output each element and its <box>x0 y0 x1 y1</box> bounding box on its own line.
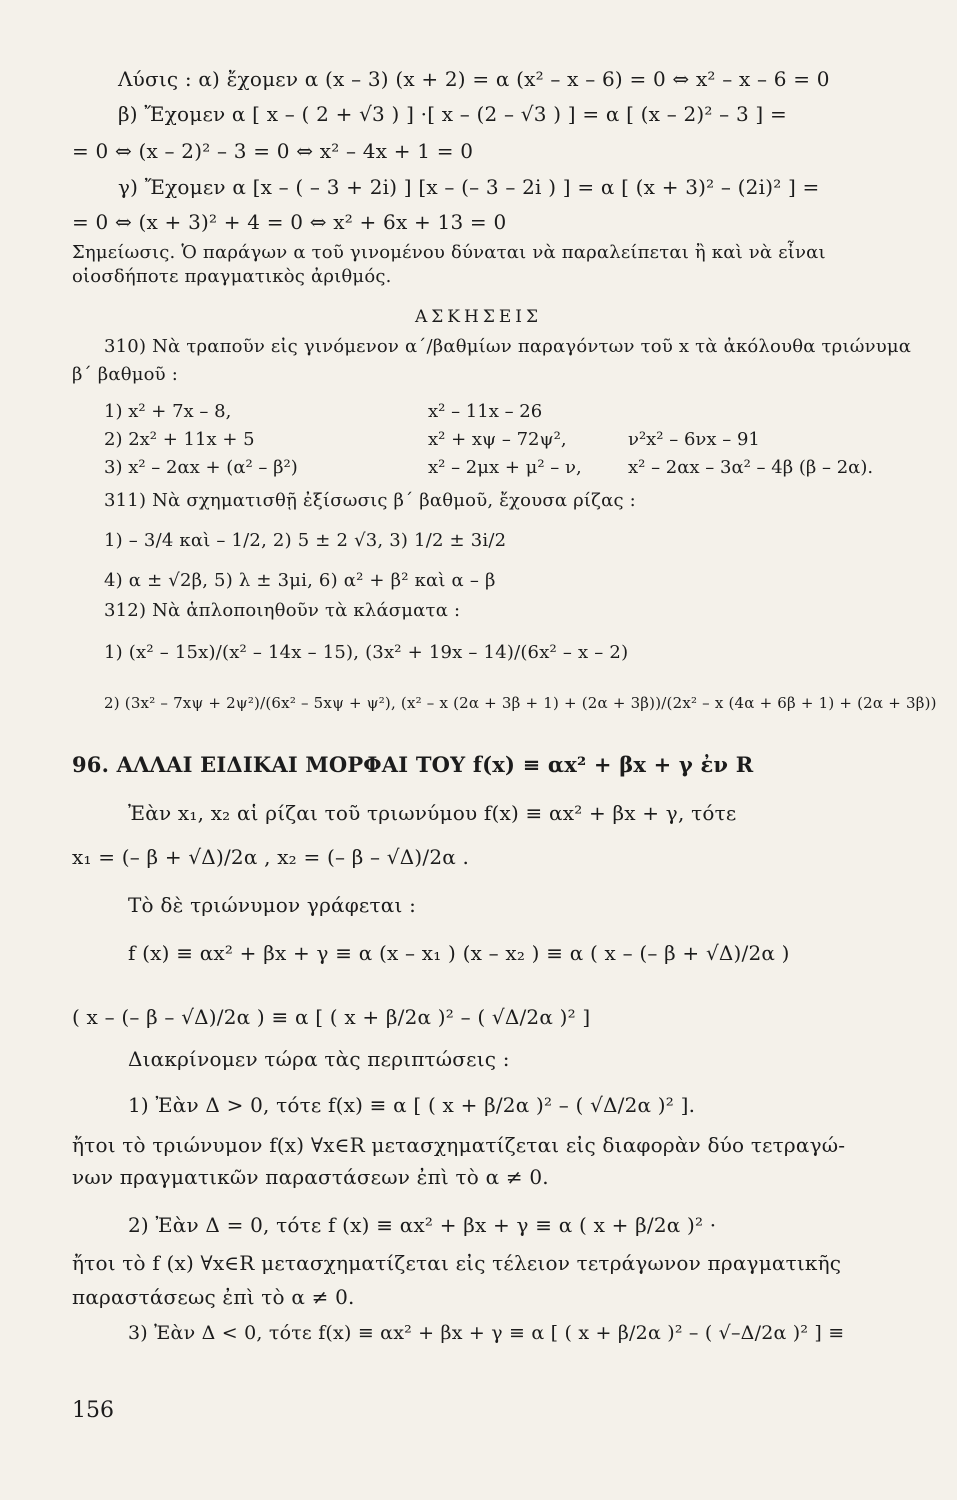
solution-line-b2: = 0 ⇔ (x – 2)² – 3 = 0 ⇔ x² – 4x + 1 = 0 <box>72 139 474 163</box>
exercise-310-text: 310) Νὰ τραποῦν εἰς γινόμενον α΄/βαθμίων παραγόντων τοῦ x τὰ ἀκόλουθα τριώνυμα <box>104 336 912 357</box>
exercise-312-row2: 2) (3x² – 7xψ + 2ψ²)/(6x² – 5xψ + ψ²), (x² – x (2α + 3β + 1) + (2α + 3β))/(2x² – x (4α + 6β + 1) + (2α + 3β)) <box>104 694 937 712</box>
case-1-text: ἤτοι τὸ τριώνυμον f(x) ∀x∈R μετασχηματίζεται εἰς διαφορὰν δύο τετραγώ- <box>72 1133 846 1157</box>
factored-formula: f (x) ≡ αx² + βx + γ ≡ α (x – x₁ ) (x – x₂ ) ≡ α ( x – (– β + √Δ)/2α ) <box>128 941 790 965</box>
case-2-text: ἤτοι τὸ f (x) ∀x∈R μετασχηματίζεται εἰς τέλειον τετράγωνον πραγματικῆς <box>72 1251 842 1275</box>
ex310-row2-a: 2) 2x² + 11x + 5 <box>104 429 255 450</box>
ex310-row3-a: 3) x² – 2αx + (α² – β²) <box>104 457 298 478</box>
case-3-formula: 3) Ἐὰν Δ < 0, τότε f(x) ≡ αx² + βx + γ ≡ α [ ( x + β/2α )² – ( √–Δ/2α )² ] ≡ <box>128 1322 845 1344</box>
exercises-heading: ΑΣΚΗΣΕΙΣ <box>415 307 542 327</box>
ex310-row3-c: x² – 2αx – 3α² – 4β (β – 2α). <box>628 457 874 478</box>
exercise-310-text-2: β΄ βαθμοῦ : <box>72 364 178 385</box>
case-1-text-2: νων πραγματικῶν παραστάσεων ἐπὶ τὸ α ≠ 0. <box>72 1165 549 1189</box>
cases-intro: Διακρίνομεν τώρα τὰς περιπτώσεις : <box>128 1047 510 1071</box>
solution-line-c: γ) Ἔχομεν α [x – ( – 3 + 2i) ] [x – (– 3 – 2i ) ] = α [ (x + 3)² – (2i)² ] = <box>118 175 820 199</box>
section-96-heading: 96. ΑΛΛΑΙ ΕΙΔΙΚΑΙ ΜΟΡΦΑΙ ΤΟΥ f(x) ≡ αx² + βx + γ ἐν R <box>72 752 754 777</box>
factored-formula-2: ( x – (– β – √Δ)/2α ) ≡ α [ ( x + β/2α )² – ( √Δ/2α )² ] <box>72 1005 591 1029</box>
solution-line-c2: = 0 ⇔ (x + 3)² + 4 = 0 ⇔ x² + 6x + 13 = 0 <box>72 210 507 234</box>
note-line-2: οἱοσδήποτε πραγματικὸς ἀριθμός. <box>72 266 392 287</box>
roots-formula: x₁ = (– β + √Δ)/2α , x₂ = (– β – √Δ)/2α . <box>72 845 470 869</box>
ex310-row2-b: x² + xψ – 72ψ², <box>428 429 567 450</box>
case-1-formula: 1) Ἐὰν Δ > 0, τότε f(x) ≡ α [ ( x + β/2α )² – ( √Δ/2α )² ]. <box>128 1093 696 1117</box>
ex310-row3-b: x² – 2μx + μ² – ν, <box>428 457 582 478</box>
exercise-311-row1: 1) – 3/4 καὶ – 1/2, 2) 5 ± 2 √3, 3) 1/2 ± 3i/2 <box>104 530 507 551</box>
exercise-312-text: 312) Νὰ ἁπλοποιηθοῦν τὰ κλάσματα : <box>104 600 461 621</box>
page-number: 156 <box>72 1398 114 1423</box>
exercise-311-row2: 4) α ± √2β, 5) λ ± 3μi, 6) α² + β² καὶ α – β <box>104 570 496 591</box>
ex310-row2-c: ν²x² – 6νx – 91 <box>628 429 760 450</box>
solution-line-a: Λύσις : α) ἔχομεν α (x – 3) (x + 2) = α (x² – x – 6) = 0 ⇔ x² – x – 6 = 0 <box>118 67 830 91</box>
exercise-311-text: 311) Νὰ σχηματισθῇ ἐξίσωσις β΄ βαθμοῦ, ἔχουσα ρίζας : <box>104 490 636 511</box>
paragraph-roots: Ἐὰν x₁, x₂ αἱ ρίζαι τοῦ τριωνύμου f(x) ≡ αx² + βx + γ, τότε <box>128 801 737 825</box>
case-2-formula: 2) Ἐὰν Δ = 0, τότε f (x) ≡ αx² + βx + γ ≡ α ( x + β/2α )² · <box>128 1213 717 1237</box>
ex310-row1-b: x² – 11x – 26 <box>428 401 543 422</box>
note-line-1: Σημείωσις. Ὁ παράγων α τοῦ γινομένου δύναται νὰ παραλείπεται ἢ καὶ νὰ εἶναι <box>72 242 826 263</box>
exercise-312-row1: 1) (x² – 15x)/(x² – 14x – 15), (3x² + 19x – 14)/(6x² – x – 2) <box>104 642 629 663</box>
paragraph-written: Τὸ δὲ τριώνυμον γράφεται : <box>128 893 417 917</box>
solution-line-b: β) Ἔχομεν α [ x – ( 2 + √3 ) ] ·[ x – (2 – √3 ) ] = α [ (x – 2)² – 3 ] = <box>118 102 787 126</box>
ex310-row1-a: 1) x² + 7x – 8, <box>104 401 232 422</box>
case-2-text-2: παραστάσεως ἐπὶ τὸ α ≠ 0. <box>72 1285 355 1309</box>
